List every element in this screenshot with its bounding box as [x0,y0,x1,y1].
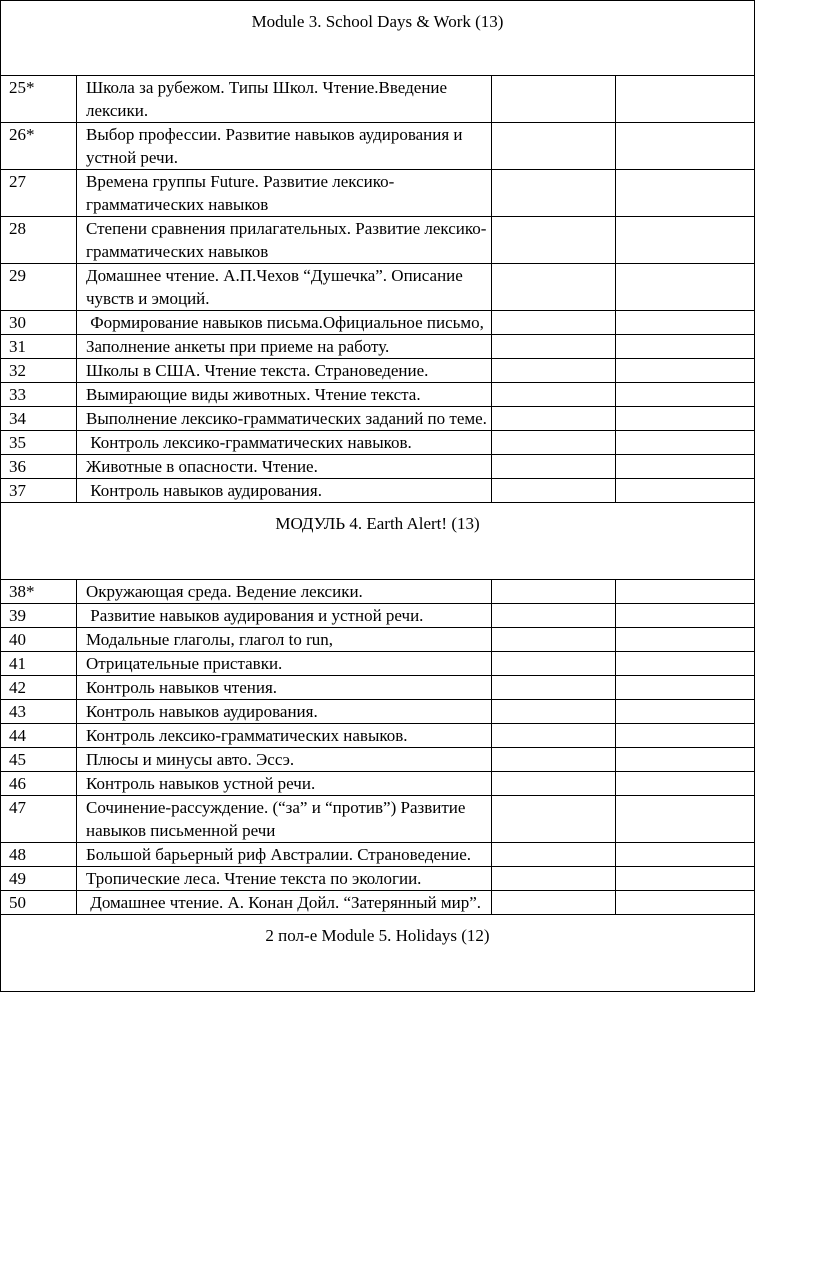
lesson-topic: Вымирающие виды животных. Чтение текста. [77,383,492,407]
lesson-date-fact-cell [616,580,755,604]
lesson-date-plan-cell [492,891,616,915]
lesson-row [1,724,755,748]
lesson-date-fact-cell [616,700,755,724]
lesson-date-fact-cell [616,891,755,915]
lesson-date-plan-cell [492,580,616,604]
lesson-date-plan-cell [492,407,616,431]
lesson-topic: Выполнение лексико-грамматических заданий по теме. [77,407,492,431]
module-header-row [1,503,755,580]
lesson-date-fact-cell [616,604,755,628]
lesson-topic: Контроль навыков устной речи. [77,772,492,796]
lesson-topic: Времена группы Future. Развитие лексико-грамматических навыков [77,170,492,217]
lesson-number: 48 [1,843,77,867]
lesson-row [1,383,755,407]
module-title: МОДУЛЬ 4. Earth Alert! (13) [1,503,755,580]
lesson-date-plan-cell [492,796,616,843]
lesson-topic: Контроль лексико-грамматических навыков. [77,431,492,455]
lesson-number: 27 [1,170,77,217]
lesson-topic: Отрицательные приставки. [77,652,492,676]
lesson-date-plan-cell [492,843,616,867]
lesson-date-fact-cell [616,359,755,383]
lesson-row [1,359,755,383]
lesson-date-fact-cell [616,170,755,217]
lesson-row [1,170,755,217]
lesson-date-fact-cell [616,335,755,359]
lesson-date-plan-cell [492,676,616,700]
lesson-number: 34 [1,407,77,431]
lesson-date-plan-cell [492,455,616,479]
lesson-date-fact-cell [616,843,755,867]
lesson-number: 43 [1,700,77,724]
lesson-topic: Формирование навыков письма.Официальное письмо, [77,311,492,335]
lesson-topic: Окружающая среда. Ведение лексики. [77,580,492,604]
lesson-date-plan-cell [492,724,616,748]
lesson-row [1,867,755,891]
lesson-topic: Выбор профессии. Развитие навыков аудирования и устной речи. [77,123,492,170]
lesson-row [1,700,755,724]
lesson-topic: Домашнее чтение. А. Конан Дойл. “Затерянный мир”. [77,891,492,915]
lesson-date-fact-cell [616,479,755,503]
lesson-topic: Модальные глаголы, глагол to run, [77,628,492,652]
lesson-number: 41 [1,652,77,676]
lesson-topic: Степени сравнения прилагательных. Развитие лексико-грамматических навыков [77,217,492,264]
lesson-topic: Плюсы и минусы авто. Эссэ. [77,748,492,772]
lesson-date-plan-cell [492,383,616,407]
lesson-number: 39 [1,604,77,628]
lesson-number: 35 [1,431,77,455]
lesson-date-fact-cell [616,217,755,264]
lesson-date-plan-cell [492,264,616,311]
lesson-number: 29 [1,264,77,311]
lesson-number: 45 [1,748,77,772]
lesson-row [1,652,755,676]
lesson-date-fact-cell [616,383,755,407]
lesson-date-fact-cell [616,407,755,431]
lesson-topic: Контроль навыков аудирования. [77,700,492,724]
lesson-topic: Школа за рубежом. Типы Школ. Чтение.Введение лексики. [77,76,492,123]
lesson-number: 46 [1,772,77,796]
lesson-topic: Тропические леса. Чтение текста по экологии. [77,867,492,891]
lesson-number: 47 [1,796,77,843]
lesson-topic: Сочинение-рассуждение. (“за” и “против”) Развитие навыков письменной речи [77,796,492,843]
lesson-topic: Контроль навыков чтения. [77,676,492,700]
lesson-plan-body [1,1,755,992]
lesson-date-plan-cell [492,311,616,335]
lesson-date-fact-cell [616,455,755,479]
lesson-date-fact-cell [616,867,755,891]
lesson-date-plan-cell [492,628,616,652]
lesson-date-fact-cell [616,123,755,170]
lesson-date-fact-cell [616,772,755,796]
lesson-date-plan-cell [492,335,616,359]
lesson-number: 37 [1,479,77,503]
lesson-row [1,455,755,479]
lesson-number: 30 [1,311,77,335]
lesson-number: 25* [1,76,77,123]
lesson-row [1,843,755,867]
lesson-date-fact-cell [616,311,755,335]
lesson-date-fact-cell [616,724,755,748]
lesson-number: 31 [1,335,77,359]
lesson-row [1,407,755,431]
lesson-row [1,311,755,335]
lesson-row [1,431,755,455]
lesson-date-plan-cell [492,76,616,123]
lesson-row [1,628,755,652]
lesson-date-plan-cell [492,652,616,676]
lesson-number: 49 [1,867,77,891]
lesson-date-fact-cell [616,628,755,652]
lesson-date-fact-cell [616,796,755,843]
lesson-row [1,479,755,503]
module-title: Module 3. School Days & Work (13) [1,1,755,76]
lesson-number: 44 [1,724,77,748]
module-title: 2 пол-е Module 5. Holidays (12) [1,915,755,992]
lesson-date-plan-cell [492,359,616,383]
lesson-date-plan-cell [492,748,616,772]
lesson-topic: Школы в США. Чтение текста. Страноведение. [77,359,492,383]
lesson-topic: Заполнение анкеты при приеме на работу. [77,335,492,359]
lesson-date-plan-cell [492,772,616,796]
module-header-row [1,915,755,992]
lesson-number: 40 [1,628,77,652]
lesson-date-fact-cell [616,676,755,700]
lesson-topic: Большой барьерный риф Австралии. Страноведение. [77,843,492,867]
lesson-number: 32 [1,359,77,383]
lesson-date-plan-cell [492,431,616,455]
lesson-number: 26* [1,123,77,170]
lesson-topic: Развитие навыков аудирования и устной речи. [77,604,492,628]
lesson-number: 36 [1,455,77,479]
lesson-number: 42 [1,676,77,700]
lesson-row [1,604,755,628]
lesson-row [1,217,755,264]
lesson-date-fact-cell [616,652,755,676]
lesson-date-plan-cell [492,700,616,724]
lesson-number: 50 [1,891,77,915]
lesson-date-fact-cell [616,264,755,311]
lesson-date-fact-cell [616,76,755,123]
lesson-row [1,676,755,700]
lesson-number: 28 [1,217,77,264]
lesson-date-fact-cell [616,748,755,772]
lesson-row [1,264,755,311]
lesson-row [1,748,755,772]
lesson-topic: Животные в опасности. Чтение. [77,455,492,479]
lesson-row [1,335,755,359]
lesson-date-plan-cell [492,170,616,217]
lesson-number: 38* [1,580,77,604]
lesson-date-plan-cell [492,604,616,628]
lesson-date-plan-cell [492,479,616,503]
lesson-row [1,76,755,123]
lesson-topic: Контроль навыков аудирования. [77,479,492,503]
lesson-row [1,796,755,843]
lesson-row [1,772,755,796]
lesson-date-plan-cell [492,123,616,170]
lesson-topic: Домашнее чтение. А.П.Чехов “Душечка”. Описание чувств и эмоций. [77,264,492,311]
lesson-date-fact-cell [616,431,755,455]
lesson-row [1,123,755,170]
lesson-row [1,580,755,604]
lesson-row [1,891,755,915]
lesson-topic: Контроль лексико-грамматических навыков. [77,724,492,748]
lesson-date-plan-cell [492,217,616,264]
lesson-date-plan-cell [492,867,616,891]
module-header-row [1,1,755,76]
lesson-number: 33 [1,383,77,407]
